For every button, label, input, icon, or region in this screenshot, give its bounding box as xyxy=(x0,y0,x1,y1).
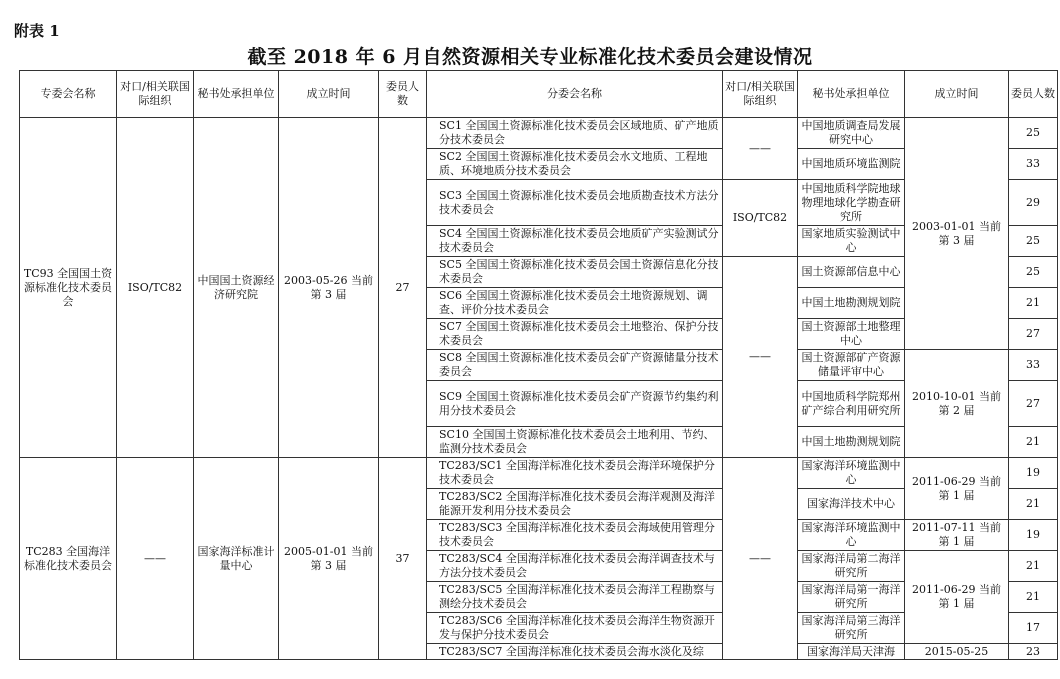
subcommittee-name: SC3 全国国土资源标准化技术委员会地质勘查技术方法分技术委员会 xyxy=(427,180,723,226)
subcommittee-name: SC10 全国国土资源标准化技术委员会土地利用、节约、监测分技术委员会 xyxy=(427,427,723,458)
header-cell: 对口/相关联国际组织 xyxy=(723,71,798,118)
subcommittee-members: 17 xyxy=(1009,613,1058,644)
subcommittee-members: 19 xyxy=(1009,458,1058,489)
subcommittee-name: TC283/SC6 全国海洋标准化技术委员会海洋生物资源开发与保护分技术委员会 xyxy=(427,613,723,644)
subcommittee-founded: 2015-05-25 xyxy=(905,644,1009,660)
subcommittee-members: 21 xyxy=(1009,288,1058,319)
subcommittee-secretariat: 国家海洋局第二海洋研究所 xyxy=(798,551,905,582)
subcommittee-name: SC6 全国国土资源标准化技术委员会土地资源规划、调查、评价分技术委员会 xyxy=(427,288,723,319)
subcommittee-members: 25 xyxy=(1009,226,1058,257)
header-cell: 成立时间 xyxy=(279,71,379,118)
subcommittee-members: 25 xyxy=(1009,118,1058,149)
committee-secretariat: 中国国土资源经济研究院 xyxy=(194,118,279,458)
subcommittee-founded: 2003-01-01 当前第 3 届 xyxy=(905,118,1009,350)
subcommittee-secretariat: 中国地质科学院地球物理地球化学勘查研究所 xyxy=(798,180,905,226)
subcommittee-secretariat: 国家海洋环境监测中心 xyxy=(798,520,905,551)
subcommittee-org: —— xyxy=(723,458,798,660)
subcommittee-secretariat: 中国地质调查局发展研究中心 xyxy=(798,118,905,149)
subcommittee-secretariat: 国土资源部土地整理中心 xyxy=(798,319,905,350)
subcommittee-name: TC283/SC1 全国海洋标准化技术委员会海洋环境保护分技术委员会 xyxy=(427,458,723,489)
subcommittee-name: SC5 全国国土资源标准化技术委员会国土资源信息化分技术委员会 xyxy=(427,257,723,288)
committee-org: ISO/TC82 xyxy=(117,118,194,458)
committee-members: 27 xyxy=(379,118,427,458)
subcommittee-secretariat: 中国土地勘测规划院 xyxy=(798,427,905,458)
header-cell: 成立时间 xyxy=(905,71,1009,118)
subcommittee-secretariat: 国家海洋技术中心 xyxy=(798,489,905,520)
table-row xyxy=(20,458,1058,489)
subcommittee-secretariat: 国家海洋局天津海 xyxy=(798,644,905,660)
subcommittee-name: SC4 全国国土资源标准化技术委员会地质矿产实验测试分技术委员会 xyxy=(427,226,723,257)
table-row xyxy=(20,118,1058,149)
subcommittee-members: 21 xyxy=(1009,427,1058,458)
subcommittee-org: —— xyxy=(723,257,798,458)
committee-secretariat: 国家海洋标准计量中心 xyxy=(194,458,279,660)
header-cell: 分委会名称 xyxy=(427,71,723,118)
committee-name: TC93 全国国土资源标准化技术委员会 xyxy=(20,118,117,458)
subcommittee-name: TC283/SC2 全国海洋标准化技术委员会海洋观测及海洋能源开发利用分技术委员会 xyxy=(427,489,723,520)
subcommittee-members: 25 xyxy=(1009,257,1058,288)
committee-name: TC283 全国海洋标准化技术委员会 xyxy=(20,458,117,660)
subcommittee-members: 29 xyxy=(1009,180,1058,226)
subcommittee-secretariat: 中国地质环境监测院 xyxy=(798,149,905,180)
header-cell: 秘书处承担单位 xyxy=(798,71,905,118)
subcommittee-name: TC283/SC7 全国海洋标准化技术委员会海水淡化及综 xyxy=(427,644,723,660)
subcommittee-secretariat: 国土资源部矿产资源储量评审中心 xyxy=(798,350,905,381)
header-cell: 秘书处承担单位 xyxy=(194,71,279,118)
subcommittee-org: ISO/TC82 xyxy=(723,180,798,257)
subcommittee-members: 27 xyxy=(1009,381,1058,427)
subcommittee-secretariat: 国家海洋局第三海洋研究所 xyxy=(798,613,905,644)
table-title: 截至 2018 年 6 月自然资源相关专业标准化技术委员会建设情况 xyxy=(247,46,813,68)
subcommittee-name: SC1 全国国土资源标准化技术委员会区域地质、矿产地质分技术委员会 xyxy=(427,118,723,149)
subcommittee-members: 21 xyxy=(1009,582,1058,613)
subcommittee-secretariat: 国家海洋环境监测中心 xyxy=(798,458,905,489)
subcommittee-members: 33 xyxy=(1009,350,1058,381)
subcommittee-name: TC283/SC5 全国海洋标准化技术委员会海洋工程勘察与测绘分技术委员会 xyxy=(427,582,723,613)
subcommittee-members: 33 xyxy=(1009,149,1058,180)
subcommittee-members: 21 xyxy=(1009,489,1058,520)
subcommittee-secretariat: 中国地质科学院郑州矿产综合利用研究所 xyxy=(798,381,905,427)
committee-founded: 2003-05-26 当前第 3 届 xyxy=(279,118,379,458)
subcommittee-members: 21 xyxy=(1009,551,1058,582)
subcommittee-founded: 2011-06-29 当前第 1 届 xyxy=(905,551,1009,644)
subcommittee-secretariat: 国家地质实验测试中心 xyxy=(798,226,905,257)
subcommittee-secretariat: 国家海洋局第一海洋研究所 xyxy=(798,582,905,613)
committee-org: —— xyxy=(117,458,194,660)
header-cell: 专委会名称 xyxy=(20,71,117,118)
subcommittee-secretariat: 国土资源部信息中心 xyxy=(798,257,905,288)
subcommittee-name: SC2 全国国土资源标准化技术委员会水文地质、工程地质、环境地质分技术委员会 xyxy=(427,149,723,180)
subcommittee-founded: 2011-06-29 当前第 1 届 xyxy=(905,458,1009,520)
subcommittee-name: SC8 全国国土资源标准化技术委员会矿产资源储量分技术委员会 xyxy=(427,350,723,381)
subcommittee-founded: 2011-07-11 当前第 1 届 xyxy=(905,520,1009,551)
subcommittee-secretariat: 中国土地勘测规划院 xyxy=(798,288,905,319)
attachment-label: 附表 1 xyxy=(14,22,60,40)
header-cell: 委员人数 xyxy=(1009,71,1058,118)
subcommittee-name: TC283/SC4 全国海洋标准化技术委员会海洋调查技术与方法分技术委员会 xyxy=(427,551,723,582)
subcommittee-org: —— xyxy=(723,118,798,180)
committee-founded: 2005-01-01 当前第 3 届 xyxy=(279,458,379,660)
header-cell: 对口/相关联国际组织 xyxy=(117,71,194,118)
subcommittee-members: 19 xyxy=(1009,520,1058,551)
subcommittee-name: SC9 全国国土资源标准化技术委员会矿产资源节约集约利用分技术委员会 xyxy=(427,381,723,427)
subcommittee-name: SC7 全国国土资源标准化技术委员会土地整治、保护分技术委员会 xyxy=(427,319,723,350)
subcommittee-founded: 2010-10-01 当前第 2 届 xyxy=(905,350,1009,458)
subcommittee-name: TC283/SC3 全国海洋标准化技术委员会海域使用管理分技术委员会 xyxy=(427,520,723,551)
header-cell: 委员人数 xyxy=(379,71,427,118)
subcommittee-members: 23 xyxy=(1009,644,1058,660)
committee-table xyxy=(19,70,1058,660)
committee-members: 37 xyxy=(379,458,427,660)
subcommittee-members: 27 xyxy=(1009,319,1058,350)
header-row xyxy=(20,71,1058,118)
